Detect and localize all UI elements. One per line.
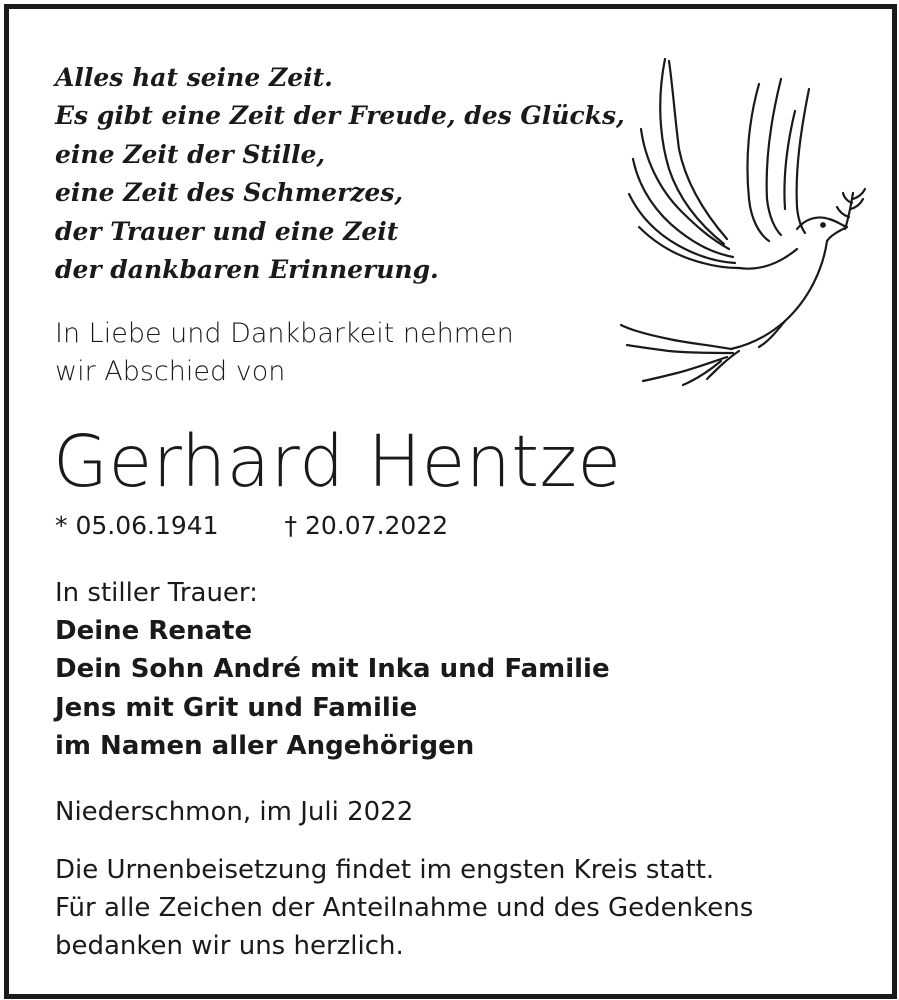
mourner-line: Jens mit Grit und Familie — [55, 692, 418, 723]
mourner-line: Dein Sohn André mit Inka und Familie — [55, 654, 610, 685]
death-date: † 20.07.2022 — [284, 511, 449, 540]
place-date: Niederschmon, im Juli 2022 — [55, 797, 414, 827]
obituary-content — [9, 9, 892, 994]
burial-notice — [55, 851, 753, 965]
poem — [55, 59, 625, 289]
life-dates — [55, 506, 448, 546]
notice-line: Für alle Zeichen der Anteilnahme und des Gedenkens — [55, 893, 754, 923]
poem-line: Es gibt eine Zeit der Freude, des Glücks, — [55, 101, 625, 131]
mourner-line: im Namen aller Angehörigen — [55, 731, 475, 762]
intro-line: In Liebe und Dankbarkeit nehmen — [55, 318, 514, 349]
obituary-frame — [4, 4, 897, 999]
poem-line: der Trauer und eine Zeit — [55, 216, 399, 246]
mourning-label: In stiller Trauer: — [55, 578, 258, 608]
birth-date: * 05.06.1941 — [55, 511, 219, 540]
poem-line: der dankbaren Erinnerung. — [55, 255, 439, 285]
mourner-line: Deine Renate — [55, 616, 253, 646]
dove-icon — [609, 49, 869, 389]
poem-line: Alles hat seine Zeit. — [55, 63, 333, 92]
notice-line: Die Urnenbeisetzung findet im engsten Kreis statt. — [55, 855, 715, 885]
notice-line: bedanken wir uns herzlich. — [55, 931, 404, 961]
mourners-list — [55, 612, 610, 766]
intro-text — [55, 315, 514, 391]
poem-line: eine Zeit des Schmerzes, — [55, 178, 404, 208]
poem-line: eine Zeit der Stille, — [55, 139, 326, 169]
deceased-name: Gerhard Hentze — [53, 420, 622, 503]
intro-line: wir Abschied von — [55, 356, 286, 387]
